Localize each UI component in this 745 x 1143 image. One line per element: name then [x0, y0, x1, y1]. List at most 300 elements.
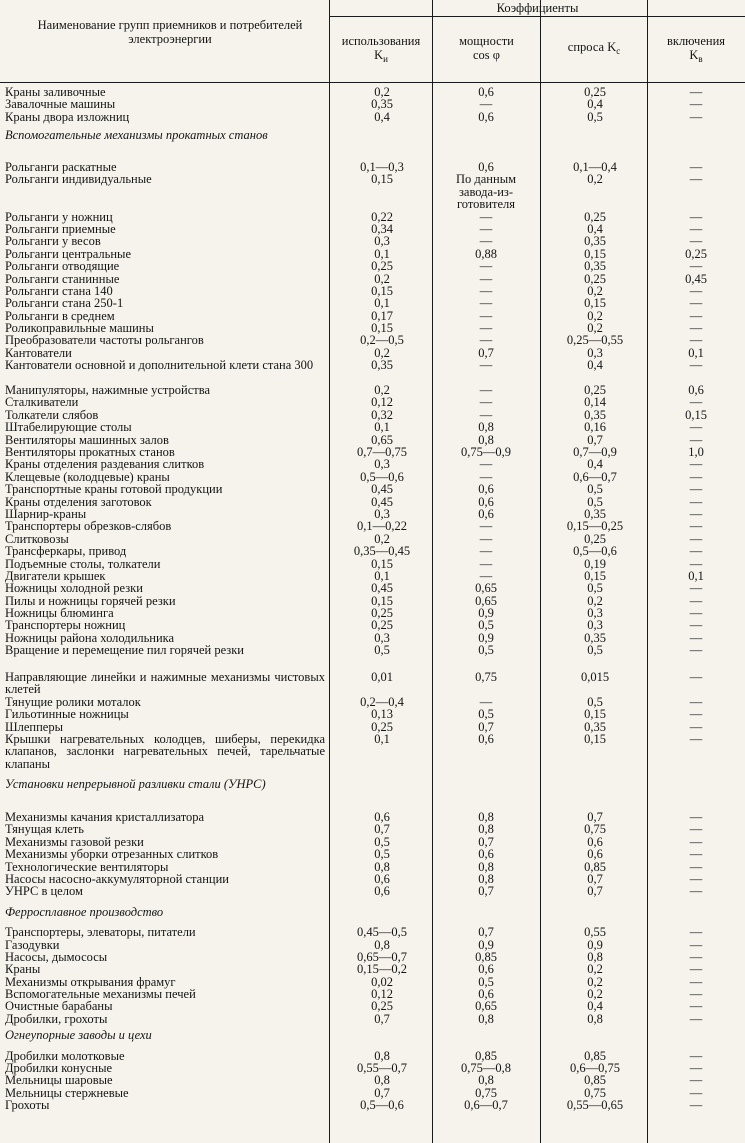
coef-use-cell: 0,01 [371, 670, 393, 685]
demand-cell: 0,7 [587, 809, 603, 824]
demand-cell: 0,15 [584, 707, 606, 722]
coef-use-cell: 0,45 [371, 482, 393, 497]
coef-use-cell: 0,17 [371, 308, 393, 323]
power-factor-cell: 0,6 [478, 85, 494, 99]
coef-use-cell: 0,45 [371, 494, 393, 509]
row-name: Толкатели слябов [5, 407, 99, 422]
power-factor-cell: — [479, 283, 493, 298]
row-name: Мельницы шаровые [5, 1073, 113, 1088]
row-name: Сталкиватели [5, 395, 79, 410]
coef-use-cell: 0,5—0,6 [360, 469, 404, 484]
power-factor-cell: 0,6 [478, 962, 494, 977]
row-name: Ножницы холодной резки [5, 581, 143, 596]
table-row [0, 823, 745, 835]
power-factor-cell: — [479, 568, 493, 583]
demand-cell: 0,75 [584, 1085, 606, 1100]
switching-cell: — [689, 283, 703, 298]
power-factor-cell: 0,85 [475, 1048, 497, 1063]
power-factor-cell: 0,8 [478, 420, 494, 435]
demand-cell: 0,8 [587, 1011, 603, 1026]
demand-cell: 0,2 [587, 321, 603, 336]
header-kv: включения $K_в$ [666, 34, 726, 64]
coef-use-cell: 0,1 [374, 296, 390, 311]
switching-cell: — [689, 707, 703, 722]
power-factor-cell: 0,6 [478, 847, 494, 862]
power-factor-cell: 0,9 [478, 630, 494, 645]
switching-cell: — [689, 308, 703, 323]
coef-use-cell: 0,5 [374, 834, 390, 849]
power-factor-cell: 0,8 [478, 1011, 494, 1026]
switching-cell: — [689, 937, 703, 952]
coef-use-cell: 0,3 [374, 457, 390, 472]
table-row [0, 963, 745, 975]
table-row [0, 458, 745, 470]
row-name: Механизмы газовой резки [5, 834, 144, 849]
row-name: УНРС в целом [5, 884, 83, 899]
switching-cell: — [689, 321, 703, 336]
coef-use-cell: 0,22 [371, 209, 393, 224]
power-factor-cell: — [479, 457, 493, 472]
row-name: Краны [5, 962, 41, 977]
demand-cell: 0,25 [584, 531, 606, 546]
power-factor-cell: 0,8 [478, 859, 494, 874]
coef-use-cell: 0,12 [371, 395, 393, 410]
power-factor-cell: 0,75—0,9 [461, 444, 511, 459]
switching-cell: — [689, 694, 703, 709]
row-name: Рольганги отводящие [5, 259, 120, 274]
switching-cell: — [689, 1048, 703, 1063]
demand-cell: 0,35 [584, 407, 606, 422]
row-name: Кантователи основной и дополнительной клети стана 300 [5, 358, 314, 373]
row-name: Завалочные машины [5, 97, 116, 112]
demand-cell: 0,7 [587, 884, 603, 899]
switching-cell: — [689, 593, 703, 608]
demand-cell: 0,85 [584, 1073, 606, 1088]
coef-use-cell: 0,5 [374, 643, 390, 658]
table-row [0, 811, 745, 823]
table-row [0, 173, 745, 210]
switching-cell: — [689, 581, 703, 596]
coef-use-cell: 0,5—0,6 [360, 1098, 404, 1113]
power-factor-cell: — [479, 694, 493, 709]
row-name: Крышки нагревательных колодцев, шиберы, перекидка клапанов, заслонки нагревательных печей, тарельчатые клапаны [5, 732, 325, 771]
coef-use-cell: 0,32 [371, 407, 393, 422]
switching-cell: 0,15 [685, 407, 707, 422]
table-row [0, 733, 745, 770]
power-factor-cell: — [479, 321, 493, 336]
row-name: Ножницы района холодильника [5, 630, 175, 645]
switching-cell: — [689, 506, 703, 521]
power-factor-cell: 0,6 [478, 506, 494, 521]
demand-cell: 0,14 [584, 395, 606, 410]
demand-cell: 0,4 [587, 999, 603, 1014]
row-name: Слитковозы [5, 531, 69, 546]
header-name-column: Наименование групп приемников и потребителей электроэнергии [37, 18, 303, 46]
switching-cell: — [689, 732, 703, 746]
row-name: Кантователи [5, 345, 72, 360]
section-title: Вспомогательные механизмы прокатных станов [5, 128, 268, 143]
coef-use-cell: 0,8 [374, 1073, 390, 1088]
coef-use-cell: 0,7 [374, 1011, 390, 1026]
power-factor-cell: 0,65 [475, 999, 497, 1014]
row-name: Краны двора изложниц [5, 109, 130, 124]
switching-cell: — [689, 884, 703, 899]
row-name: Рольганги стана 140 [5, 283, 113, 298]
demand-cell: 0,8 [587, 949, 603, 964]
demand-cell: 0,2 [587, 974, 603, 989]
header-cos: мощности cos φ [459, 34, 514, 62]
coef-use-cell: 0,2 [374, 531, 390, 546]
demand-cell: 0,19 [584, 556, 606, 571]
coef-use-cell: 0,25 [371, 719, 393, 734]
demand-cell: 0,5 [587, 581, 603, 596]
power-factor-cell: 0,7 [478, 884, 494, 899]
demand-cell: 0,015 [580, 670, 610, 685]
row-name: Дробилки молотковые [5, 1048, 125, 1063]
power-factor-cell: 0,75—0,8 [461, 1061, 511, 1076]
switching-cell: — [689, 999, 703, 1014]
switching-cell: — [689, 1011, 703, 1026]
row-name: Шарнир-краны [5, 506, 87, 521]
coef-use-cell: 0,55—0,7 [357, 1061, 407, 1076]
switching-cell: 0,1 [688, 345, 704, 360]
coef-use-cell: 0,02 [371, 974, 393, 989]
switching-cell: — [689, 556, 703, 571]
demand-cell: 0,1—0,4 [573, 159, 617, 174]
switching-cell: — [689, 159, 703, 174]
switching-cell: 0,25 [685, 246, 707, 261]
table-row [0, 98, 745, 110]
power-factor-cell: 0,9 [478, 606, 494, 621]
table-row [0, 260, 745, 272]
demand-cell: 0,6 [587, 834, 603, 849]
power-factor-cell: — [479, 234, 493, 249]
demand-cell: 0,2 [587, 593, 603, 608]
power-factor-cell: — [479, 358, 493, 373]
demand-cell: 0,4 [587, 97, 603, 112]
table-row [0, 483, 745, 495]
demand-cell: 0,2 [587, 283, 603, 298]
section-heading [0, 906, 745, 918]
switching-cell: — [689, 949, 703, 964]
table-body [0, 86, 745, 1112]
power-factor-cell: 0,9 [478, 937, 494, 952]
demand-cell: 0,25—0,55 [566, 333, 624, 348]
coef-use-cell: 0,2 [374, 383, 390, 398]
row-name: Краны заливочные [5, 85, 106, 99]
coef-use-cell: 0,4 [374, 109, 390, 124]
switching-cell: — [689, 296, 703, 311]
demand-cell: 0,25 [584, 271, 606, 286]
row-name: Тянущие ролики моталок [5, 694, 141, 709]
table-row [0, 223, 745, 235]
row-name: Рольганги центральные [5, 246, 131, 261]
switching-cell: — [689, 871, 703, 886]
demand-cell: 0,6 [587, 847, 603, 862]
demand-cell: 0,25 [584, 209, 606, 224]
demand-cell: 0,15—0,25 [566, 519, 624, 534]
row-name: Тянущая клеть [5, 822, 84, 837]
table-row [0, 421, 745, 433]
power-factor-cell: 0,5 [478, 974, 494, 989]
coef-use-cell: 0,13 [371, 707, 393, 722]
demand-cell: 0,2 [587, 962, 603, 977]
coef-use-cell: 0,2 [374, 85, 390, 99]
section-title: Установки непрерывной разливки стали (УНРС) [5, 777, 266, 792]
coef-use-cell: 0,3 [374, 234, 390, 249]
power-factor-cell: 0,6 [478, 732, 494, 746]
coef-use-cell: 0,45 [371, 581, 393, 596]
table-row [0, 545, 745, 557]
switching-cell: — [689, 172, 703, 187]
row-name: Транспортеры ножниц [5, 618, 126, 633]
demand-cell: 0,16 [584, 420, 606, 435]
table-row [0, 582, 745, 594]
table-row [0, 671, 745, 696]
table-row [0, 235, 745, 247]
demand-cell: 0,7 [587, 871, 603, 886]
coef-use-cell: 0,15 [371, 556, 393, 571]
table-row [0, 558, 745, 570]
row-name: Подъемные столы, толкатели [5, 556, 161, 571]
table-row [0, 1013, 745, 1025]
coef-use-cell: 0,7 [374, 822, 390, 837]
row-name: Рольганги в среднем [5, 308, 115, 323]
switching-cell: — [689, 809, 703, 824]
coef-use-cell: 0,15 [371, 172, 393, 187]
demand-cell: 0,5 [587, 643, 603, 658]
switching-cell: — [689, 97, 703, 112]
power-factor-cell: По данным завода-из- готовителя [456, 172, 516, 212]
section-title: Огнеупорные заводы и цехи [5, 1028, 152, 1043]
coef-use-cell: 0,65—0,7 [357, 949, 407, 964]
table-row [0, 396, 745, 408]
row-name: Дробилки, грохоты [5, 1011, 108, 1026]
coef-use-cell: 0,6 [374, 884, 390, 899]
header-ki: использования $K_и$ [341, 34, 421, 64]
row-name: Вентиляторы машинных залов [5, 432, 169, 447]
demand-cell: 0,35 [584, 234, 606, 249]
table-row [0, 1099, 745, 1111]
row-name: Очистные барабаны [5, 999, 113, 1014]
demand-cell: 0,35 [584, 630, 606, 645]
row-name: Вращение и перемещение пил горячей резки [5, 643, 245, 658]
power-factor-cell: 0,65 [475, 581, 497, 596]
power-factor-cell: 0,7 [478, 925, 494, 940]
power-factor-cell: — [479, 209, 493, 224]
row-name: Вентиляторы прокатных станов [5, 444, 175, 459]
row-name: Клещевые (колодцевые) краны [5, 469, 170, 484]
demand-cell: 0,2 [587, 172, 603, 187]
table-row [0, 520, 745, 532]
power-factor-cell: — [479, 97, 493, 112]
coef-use-cell: 0,2 [374, 345, 390, 360]
demand-cell: 0,25 [584, 383, 606, 398]
row-name: Рольганги приемные [5, 221, 116, 236]
coef-use-cell: 0,15 [371, 321, 393, 336]
power-factor-cell: — [479, 469, 493, 484]
coef-use-cell: 0,35 [371, 97, 393, 112]
power-factor-cell: 0,7 [478, 345, 494, 360]
power-factor-cell: 0,65 [475, 593, 497, 608]
demand-cell: 0,15 [584, 246, 606, 261]
demand-cell: 0,3 [587, 618, 603, 633]
switching-cell: 1,0 [688, 444, 704, 459]
row-name: Дробилки конусные [5, 1061, 113, 1076]
coef-use-cell: 0,8 [374, 1048, 390, 1063]
table-row [0, 359, 745, 384]
switching-cell: — [689, 109, 703, 124]
power-factor-cell: — [479, 531, 493, 546]
coef-use-cell: 0,5 [374, 847, 390, 862]
switching-cell: — [689, 234, 703, 249]
demand-cell: 0,5 [587, 694, 603, 709]
power-factor-cell: 0,85 [475, 949, 497, 964]
table-row [0, 873, 745, 885]
demand-cell: 0,3 [587, 345, 603, 360]
power-factor-cell: 0,6 [478, 987, 494, 1002]
coef-use-cell: 0,2 [374, 271, 390, 286]
demand-cell: 0,6—0,75 [570, 1061, 620, 1076]
coef-use-cell: 0,6 [374, 871, 390, 886]
demand-cell: 0,6—0,7 [573, 469, 617, 484]
table-row [0, 334, 745, 346]
row-name: Рольганги стана 250-1 [5, 296, 124, 311]
switching-cell: — [689, 333, 703, 348]
demand-cell: 0,75 [584, 822, 606, 837]
power-factor-cell: 0,75 [475, 1085, 497, 1100]
row-name: Технологические вентиляторы [5, 859, 169, 874]
switching-cell: — [689, 358, 703, 373]
demand-cell: 0,5 [587, 109, 603, 124]
switching-cell: — [689, 847, 703, 862]
demand-cell: 0,7 [587, 432, 603, 447]
table-row [0, 926, 745, 938]
table-row [0, 1000, 745, 1012]
row-name: Штабелирующие столы [5, 420, 132, 435]
row-name: Грохоты [5, 1098, 50, 1113]
row-name: Гильотинные ножницы [5, 707, 129, 722]
demand-cell: 0,2 [587, 987, 603, 1002]
section-heading [0, 1029, 745, 1041]
demand-cell: 0,5—0,6 [573, 544, 617, 559]
switching-cell: — [689, 420, 703, 435]
row-name: Газодувки [5, 937, 60, 952]
coef-use-cell: 0,1 [374, 732, 390, 746]
power-factor-cell: — [479, 308, 493, 323]
power-factor-cell: 0,88 [475, 246, 497, 261]
row-name: Шлепперы [5, 719, 63, 734]
power-factor-cell: 0,5 [478, 707, 494, 722]
power-factor-cell: 0,8 [478, 809, 494, 824]
power-factor-cell: 0,6—0,7 [464, 1098, 508, 1113]
coef-use-cell: 0,12 [371, 987, 393, 1002]
row-name: Рольганги станинные [5, 271, 120, 286]
table-row [0, 885, 745, 897]
switching-cell: — [689, 859, 703, 874]
switching-cell: — [689, 822, 703, 837]
switching-cell: — [689, 469, 703, 484]
switching-cell: — [689, 494, 703, 509]
table-row [0, 496, 745, 508]
power-factor-cell: 0,6 [478, 159, 494, 174]
demand-cell: 0,15 [584, 296, 606, 311]
switching-cell: — [689, 606, 703, 621]
table-row [0, 644, 745, 669]
coef-use-cell: 0,1—0,22 [357, 519, 407, 534]
coef-use-cell: 0,35 [371, 358, 393, 373]
section-title: Ферросплавное производство [5, 904, 164, 919]
demand-cell: 0,35 [584, 506, 606, 521]
table-row [0, 848, 745, 860]
demand-cell: 0,5 [587, 494, 603, 509]
coef-use-cell: 0,1 [374, 568, 390, 583]
coef-use-cell: 0,65 [371, 432, 393, 447]
row-name: Механизмы открывания фрамуг [5, 974, 176, 989]
row-name: Транспортеры обрезков-слябов [5, 519, 172, 534]
power-factor-cell: 0,8 [478, 432, 494, 447]
power-factor-cell: — [479, 333, 493, 348]
power-factor-cell: 0,75 [475, 670, 497, 685]
section-heading [0, 778, 745, 803]
switching-cell: — [689, 85, 703, 99]
switching-cell: — [689, 544, 703, 559]
row-name: Трансферкары, привод [5, 544, 127, 559]
row-name: Рольганги у ножниц [5, 209, 113, 224]
coef-use-cell: 0,25 [371, 606, 393, 621]
coef-use-cell: 0,8 [374, 937, 390, 952]
row-name: Вспомогательные механизмы печей [5, 987, 196, 1002]
switching-cell: 0,45 [685, 271, 707, 286]
power-factor-cell: 0,8 [478, 1073, 494, 1088]
power-factor-cell: — [479, 519, 493, 534]
coef-use-cell: 0,25 [371, 259, 393, 274]
power-factor-cell: 0,6 [478, 494, 494, 509]
row-name: Преобразователи частоты рольгангов [5, 333, 204, 348]
coef-use-cell: 0,25 [371, 618, 393, 633]
row-name: Роликоправильные машины [5, 321, 154, 336]
power-factor-cell: — [479, 556, 493, 571]
power-factor-cell: 0,7 [478, 719, 494, 734]
row-name: Насосы, дымососы [5, 949, 108, 964]
switching-cell: 0,6 [688, 383, 704, 398]
demand-cell: 0,55 [584, 925, 606, 940]
power-factor-cell: 0,8 [478, 871, 494, 886]
switching-cell: — [689, 618, 703, 633]
demand-cell: 0,2 [587, 308, 603, 323]
coef-use-cell: 0,45—0,5 [357, 925, 407, 940]
switching-cell: — [689, 1085, 703, 1100]
switching-cell: — [689, 221, 703, 236]
coef-use-cell: 0,1 [374, 420, 390, 435]
switching-cell: — [689, 519, 703, 534]
coef-use-cell: 0,25 [371, 999, 393, 1014]
row-name: Двигатели крышек [5, 568, 106, 583]
coef-use-cell: 0,2—0,4 [360, 694, 404, 709]
switching-cell: — [689, 962, 703, 977]
power-factor-cell: — [479, 383, 493, 398]
switching-cell: — [689, 670, 703, 685]
power-factor-cell: — [479, 407, 493, 422]
demand-cell: 0,85 [584, 1048, 606, 1063]
switching-cell: — [689, 974, 703, 989]
coef-use-cell: 0,3 [374, 630, 390, 645]
power-factor-cell: 0,6 [478, 482, 494, 497]
coef-use-cell: 0,6 [374, 809, 390, 824]
coef-use-cell: 0,1—0,3 [360, 159, 404, 174]
row-name: Транспортные краны готовой продукции [5, 482, 223, 497]
table-row [0, 1074, 745, 1086]
